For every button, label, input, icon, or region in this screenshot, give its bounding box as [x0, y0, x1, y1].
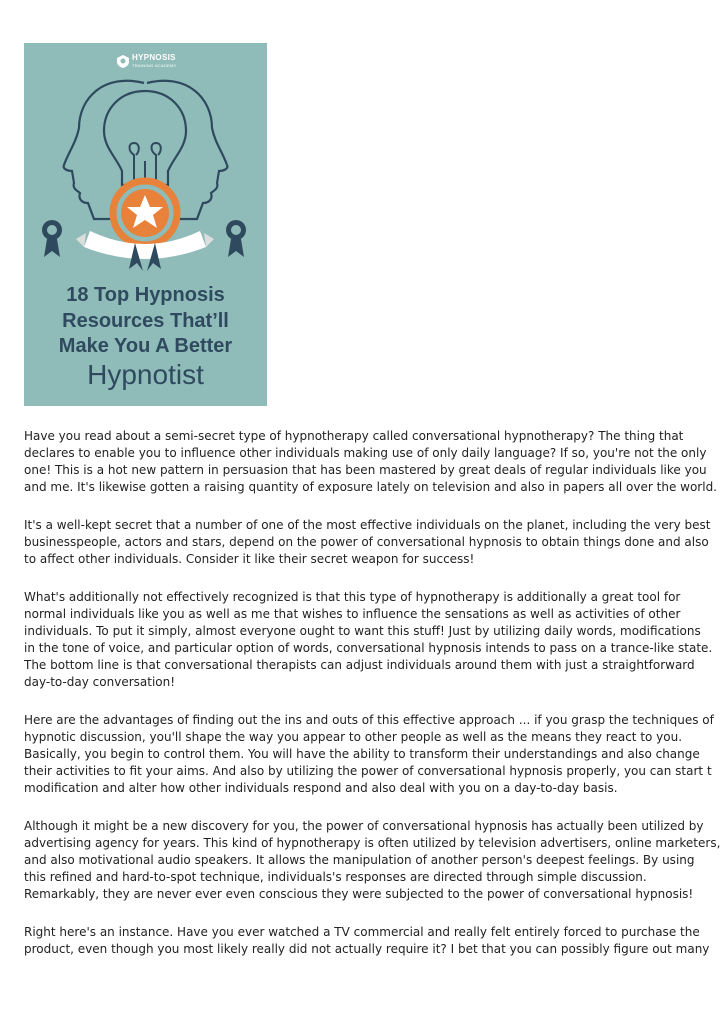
text-line: The bottom line is that conversational therapists can adjust individuals around them with just a straightforward — [24, 658, 695, 672]
text-line: Although it might be a new discovery for you, the power of conversational hypnosis has actually been utilized by — [24, 819, 704, 833]
paragraph-5 — [24, 818, 720, 903]
left-rosette-icon — [42, 220, 62, 257]
paragraph-1 — [24, 428, 717, 496]
text-line: normal individuals like you as well as me that wishes to influence the sensations as well as activities of other — [24, 607, 681, 621]
text-line: businesspeople, actors and stars, depend on the power of conversational hypnosis to obtain things done and also — [24, 535, 709, 549]
cover-title-line-2: Resources That’ll — [62, 310, 229, 332]
cover-title-line-3: Make You A Better — [58, 335, 233, 357]
paragraph-2 — [24, 517, 711, 568]
article-body — [24, 428, 720, 979]
text-line: and me. It's likewise gotten a raising quantity of exposure lately on television and also in papers all over the world. — [24, 480, 717, 494]
text-line: Remarkably, they are never ever even conscious they were subjected to the power of conversational hypnosis! — [24, 887, 694, 901]
cover-title-line-4: Hypnotist — [87, 359, 204, 390]
text-line: individuals. To put it simply, almost everyone ought to want this stuff! Just by utilizing daily words, modifications — [24, 624, 701, 638]
text-line: product, even though you most likely really did not actually require it? I bet that you can possibly figure out many — [24, 942, 710, 956]
cover-image — [24, 43, 267, 406]
cover-title-line-1: 18 Top Hypnosis — [66, 284, 225, 306]
text-line: advertising agency for years. This kind of hypnotherapy is often utilized by television advertisers, online marketers, — [24, 836, 720, 850]
text-line: declares to enable you to influence other individuals making use of only daily language? If so, you're not the only — [24, 446, 707, 460]
right-rosette-icon — [226, 220, 246, 257]
text-line: Basically, you begin to control them. You will have the ability to transform their understandings and also change — [24, 747, 700, 761]
text-line: and also motivational audio speakers. It allows the manipulation of another person's deepest feelings. By using — [24, 853, 695, 867]
brand-name: HYPNOSIS — [132, 53, 176, 62]
text-line: modification and alter how other individuals respond and also deal with you on a day-to-day basis. — [24, 781, 618, 795]
brand-subtitle: TRAINING ACADEMY — [132, 63, 177, 68]
text-line: hypnotic discussion, you'll shape the way you appear to other people as well as the means they react to you. — [24, 730, 683, 744]
text-line: one! This is a hot new pattern in persuasion that has been mastered by great deals of regular individuals like you — [24, 463, 707, 477]
text-line: this refined and hard-to-spot technique, individuals's responses are directed through simple discussion. — [24, 870, 647, 884]
text-line: Have you read about a semi-secret type of hypnotherapy called conversational hypnotherapy? The thing that — [24, 429, 684, 443]
text-line: in the tone of voice, and particular option of words, conversational hypnosis intends to pass on a trance-like state. — [24, 641, 713, 655]
paragraph-4 — [24, 712, 714, 797]
text-line: What's additionally not effectively recognized is that this type of hypnotherapy is additionally a great tool for — [24, 590, 681, 604]
text-line: Right here's an instance. Have you ever watched a TV commercial and really felt entirely forced to purchase the — [24, 925, 700, 939]
paragraph-6 — [24, 924, 710, 958]
paragraph-3 — [24, 589, 713, 691]
brand-logo-icon — [116, 54, 130, 68]
text-line: Here are the advantages of finding out the ins and outs of this effective approach ... if you grasp the techniques of — [24, 713, 714, 727]
text-line: It's a well-kept secret that a number of one of the most effective individuals on the planet, including the very best — [24, 518, 711, 532]
text-line: day-to-day conversation! — [24, 675, 176, 689]
text-line: their activities to fit your aims. And also by utilizing the power of conversational hypnosis properly, you can start t — [24, 764, 712, 778]
text-line: to affect other individuals. Consider it like their secret weapon for success! — [24, 552, 475, 566]
